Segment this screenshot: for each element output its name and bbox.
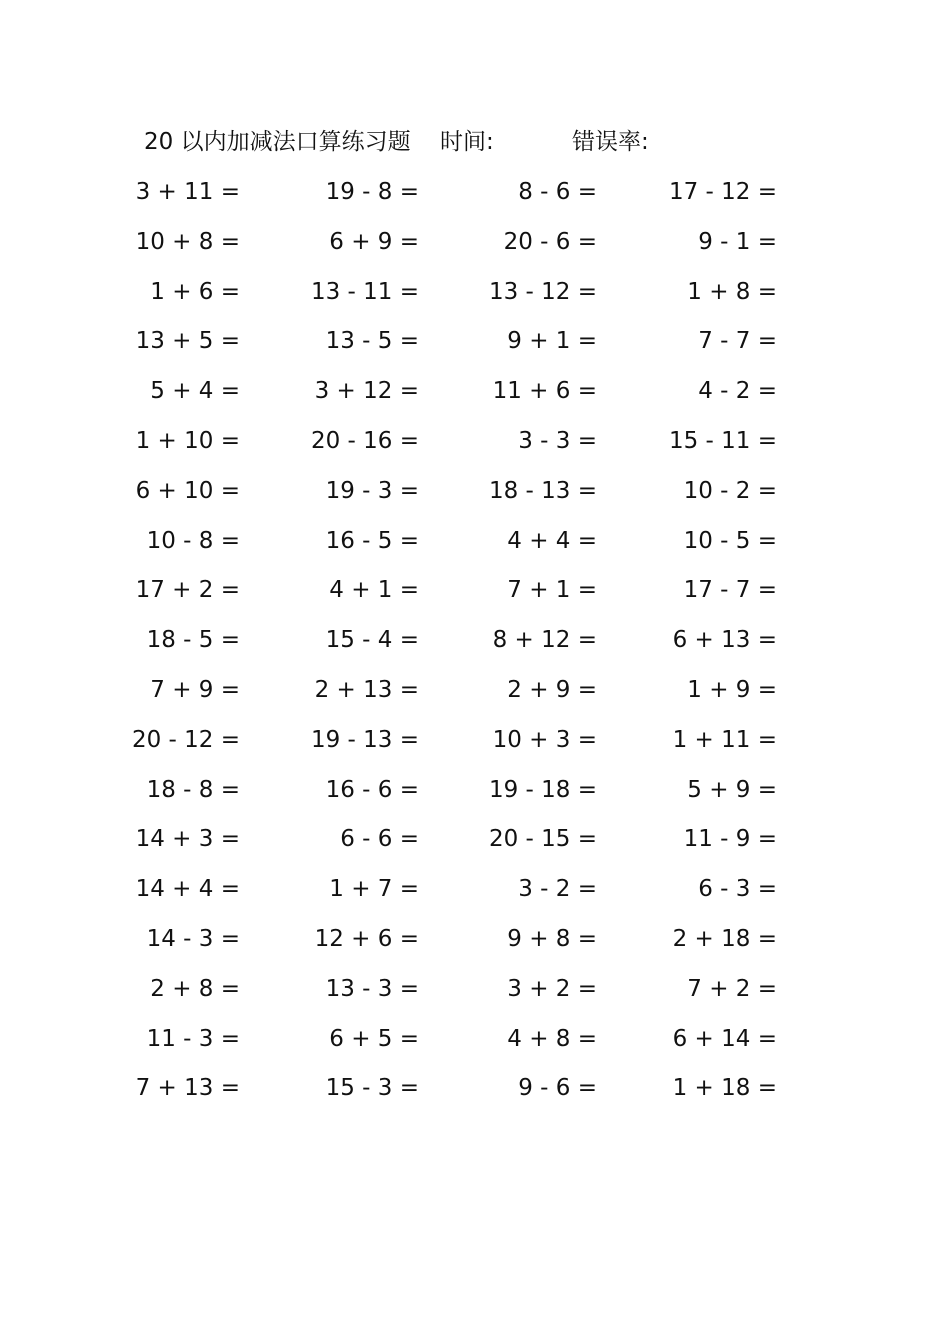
problem-row	[0, 175, 950, 225]
problem-item: 19 - 13 =	[310, 726, 419, 753]
problem-item: 2 + 8 =	[150, 975, 240, 1002]
problem-item: 14 - 3 =	[146, 925, 240, 952]
problem-item: 16 - 5 =	[325, 527, 419, 554]
problem-row	[0, 922, 950, 972]
problem-item: 10 - 2 =	[683, 477, 777, 504]
error-rate-label: 错误率:	[572, 129, 649, 155]
problem-item: 18 - 5 =	[146, 627, 240, 654]
problem-item: 19 - 18 =	[488, 776, 597, 803]
problem-item: 6 - 6 =	[340, 826, 419, 853]
problem-item: 13 - 11 =	[310, 278, 419, 305]
problem-item: 1 + 10 =	[135, 427, 240, 454]
problem-item: 13 - 3 =	[325, 975, 419, 1002]
problem-item: 7 + 9 =	[150, 676, 240, 703]
problem-item: 7 - 7 =	[698, 328, 777, 355]
problem-item: 1 + 9 =	[687, 676, 777, 703]
problem-item: 11 + 6 =	[492, 378, 597, 405]
problem-row	[0, 872, 950, 922]
problem-item: 6 + 13 =	[672, 627, 777, 654]
problem-row	[0, 822, 950, 872]
problem-item: 11 - 3 =	[146, 1025, 240, 1052]
problem-item: 10 + 3 =	[492, 726, 597, 753]
problem-item: 17 + 2 =	[135, 577, 240, 604]
problem-row	[0, 673, 950, 723]
problem-row	[0, 1022, 950, 1072]
problem-item: 10 + 8 =	[135, 228, 240, 255]
time-label: 时间:	[440, 129, 494, 155]
problem-item: 19 - 3 =	[325, 477, 419, 504]
problem-item: 6 + 5 =	[329, 1025, 419, 1052]
problem-item: 1 + 8 =	[687, 278, 777, 305]
problem-item: 3 - 2 =	[518, 876, 597, 903]
problem-item: 20 - 16 =	[310, 427, 419, 454]
problem-item: 3 - 3 =	[518, 427, 597, 454]
problem-item: 10 - 5 =	[683, 527, 777, 554]
problem-item: 4 + 8 =	[507, 1025, 597, 1052]
problem-item: 18 - 8 =	[146, 776, 240, 803]
problem-item: 16 - 6 =	[325, 776, 419, 803]
problem-item: 9 - 6 =	[518, 1075, 597, 1102]
problem-item: 14 + 3 =	[135, 826, 240, 853]
problem-item: 7 + 1 =	[507, 577, 597, 604]
problem-item: 6 + 10 =	[135, 477, 240, 504]
problem-item: 4 - 2 =	[698, 378, 777, 405]
problem-row	[0, 424, 950, 474]
problem-item: 2 + 18 =	[672, 925, 777, 952]
problem-item: 13 - 5 =	[325, 328, 419, 355]
problem-item: 10 - 8 =	[146, 527, 240, 554]
problem-row	[0, 374, 950, 424]
problem-item: 18 - 13 =	[488, 477, 597, 504]
problem-item: 14 + 4 =	[135, 876, 240, 903]
problem-item: 5 + 9 =	[687, 776, 777, 803]
problem-item: 6 - 3 =	[698, 876, 777, 903]
problem-row	[0, 474, 950, 524]
problem-item: 3 + 2 =	[507, 975, 597, 1002]
problem-item: 20 - 15 =	[488, 826, 597, 853]
problem-item: 1 + 7 =	[329, 876, 419, 903]
problem-item: 2 + 13 =	[314, 676, 419, 703]
problem-row	[0, 324, 950, 374]
problem-item: 19 - 8 =	[325, 179, 419, 205]
problem-item: 11 - 9 =	[683, 826, 777, 853]
problem-row	[0, 573, 950, 623]
problem-item: 7 + 2 =	[687, 975, 777, 1002]
problem-item: 3 + 12 =	[314, 378, 419, 405]
worksheet-header	[144, 126, 844, 158]
problem-row	[0, 623, 950, 673]
problem-item: 15 - 4 =	[325, 627, 419, 654]
problem-item: 15 - 3 =	[325, 1075, 419, 1102]
problem-row	[0, 1071, 950, 1121]
problem-item: 8 - 6 =	[518, 179, 597, 205]
problem-item: 4 + 1 =	[329, 577, 419, 604]
problem-item: 9 + 8 =	[507, 925, 597, 952]
problem-item: 6 + 14 =	[672, 1025, 777, 1052]
problem-item: 1 + 6 =	[150, 278, 240, 305]
problem-row	[0, 972, 950, 1022]
problem-grid	[0, 175, 950, 1121]
problem-item: 13 + 5 =	[135, 328, 240, 355]
problem-item: 17 - 12 =	[668, 179, 777, 205]
problem-item: 1 + 11 =	[672, 726, 777, 753]
problem-item: 4 + 4 =	[507, 527, 597, 554]
problem-item: 12 + 6 =	[314, 925, 419, 952]
problem-item: 7 + 13 =	[135, 1075, 240, 1102]
problem-item: 1 + 18 =	[672, 1075, 777, 1102]
problem-item: 20 - 12 =	[131, 726, 240, 753]
problem-item: 3 + 11 =	[135, 179, 240, 205]
problem-row	[0, 773, 950, 823]
problem-item: 2 + 9 =	[507, 676, 597, 703]
problem-item: 5 + 4 =	[150, 378, 240, 405]
problem-row	[0, 524, 950, 574]
problem-row	[0, 723, 950, 773]
worksheet-title: 20 以内加减法口算练习题	[144, 129, 411, 155]
problem-item: 8 + 12 =	[492, 627, 597, 654]
problem-item: 20 - 6 =	[503, 228, 597, 255]
problem-item: 9 + 1 =	[507, 328, 597, 355]
problem-item: 13 - 12 =	[488, 278, 597, 305]
problem-item: 15 - 11 =	[668, 427, 777, 454]
problem-item: 6 + 9 =	[329, 228, 419, 255]
problem-row	[0, 225, 950, 275]
problem-item: 9 - 1 =	[698, 228, 777, 255]
problem-item: 17 - 7 =	[683, 577, 777, 604]
problem-row	[0, 275, 950, 325]
